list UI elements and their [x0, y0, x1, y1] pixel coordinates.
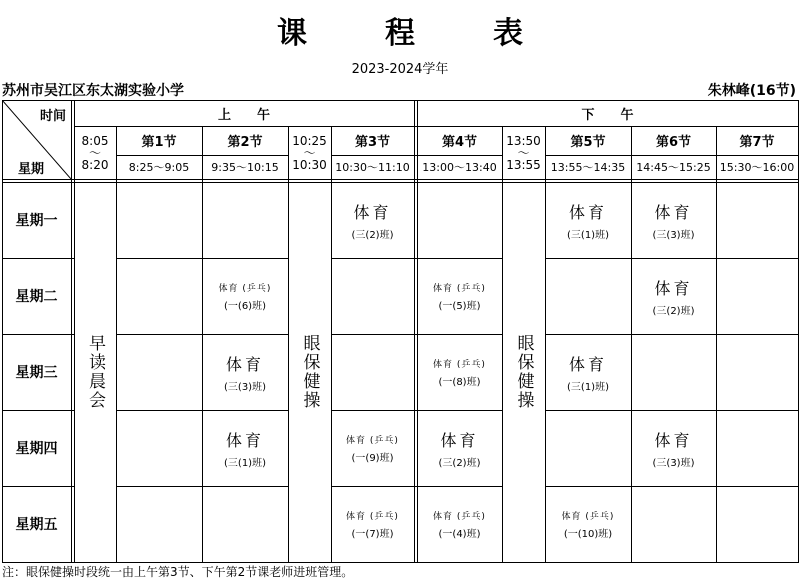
lesson-wed_p4 [417, 334, 502, 410]
lesson-tue_p2 [202, 258, 288, 334]
school-year: 2023-2024学年 [351, 62, 449, 77]
lesson-subject-thu_p2: 体育 [225, 430, 264, 450]
lesson-class-wed_p5: (三(1)班) [567, 381, 609, 393]
period-time-4: 13:00～13:40 [422, 161, 497, 174]
lesson-subject-fri_p3: 体育 (乒乓) [346, 511, 399, 522]
lesson-thu_p6 [631, 410, 716, 486]
period-time-3: 10:30～11:10 [335, 161, 410, 174]
day-col-rule-1 [71, 100, 72, 562]
lesson-subject-tue_p4: 体育 (乒乓) [433, 283, 486, 294]
lesson-class-mon_p5: (三(1)班) [567, 229, 609, 241]
period-label-2: 第2节 [227, 135, 263, 150]
lesson-wed_p5 [545, 334, 631, 410]
lesson-class-thu_p6: (三(3)班) [652, 457, 695, 469]
lesson-class-thu_p2: (三(1)班) [224, 457, 266, 469]
lesson-subject-wed_p2: 体育 [225, 354, 264, 374]
lesson-thu_p2 [202, 410, 288, 486]
lesson-subject-wed_p4: 体育 (乒乓) [433, 359, 486, 370]
lesson-subject-fri_p4: 体育 (乒乓) [433, 511, 486, 522]
lesson-subject-mon_p6: 体育 [654, 202, 693, 222]
lesson-fri_p3 [331, 486, 414, 562]
lesson-class-fri_p4: (一(4)班) [438, 528, 481, 540]
lesson-subject-mon_p5: 体育 [568, 202, 607, 222]
row-rule-7-1 [116, 486, 288, 487]
break1-time-start: 10:25 [292, 133, 327, 148]
col-rule-10 [716, 126, 717, 562]
lesson-class-tue_p2: (一(6)班) [224, 300, 266, 312]
lesson-subject-thu_p3: 体育 (乒乓) [346, 435, 399, 446]
early-time [74, 126, 116, 179]
lesson-subject-tue_p2: 体育 (乒乓) [218, 283, 272, 294]
lesson-subject-fri_p5: 体育 (乒乓) [561, 511, 615, 522]
lesson-class-thu_p3: (一(9)班) [351, 452, 394, 464]
eye-exercise-column-am: 眼保健操 [299, 334, 320, 410]
lesson-subject-thu_p6: 体育 [654, 430, 693, 450]
day-label-3: 星期三 [15, 365, 58, 381]
lesson-mon_p3 [331, 182, 414, 258]
break1-time [288, 126, 331, 179]
day-label-4: 星期四 [15, 441, 58, 457]
period-label-7: 第7节 [739, 135, 775, 150]
period-time-2: 9:35～10:15 [211, 161, 279, 174]
break1-time-tilde: ～ [303, 145, 316, 160]
lesson-subject-mon_p3: 体育 [353, 202, 392, 222]
break1-time-end: 10:30 [292, 157, 327, 172]
lesson-wed_p2 [202, 334, 288, 410]
lesson-tue_p4 [417, 258, 502, 334]
noon-rule-1 [414, 100, 415, 562]
col-rule-2 [116, 126, 117, 562]
corner-time-label: 时间 [39, 108, 66, 124]
break2-time-start: 13:50 [506, 133, 541, 148]
lesson-tue_p6 [631, 258, 716, 334]
lesson-class-mon_p6: (三(3)班) [652, 229, 695, 241]
lesson-subject-thu_p4: 体育 [440, 430, 479, 450]
lesson-class-fri_p3: (一(7)班) [351, 528, 394, 540]
period-label-6: 第6节 [655, 135, 692, 150]
early-time-start: 8:05 [81, 133, 109, 148]
lesson-class-mon_p3: (三(2)班) [351, 229, 394, 241]
day-label-2: 星期二 [15, 289, 58, 305]
period-time-1: 8:25～9:05 [128, 161, 190, 174]
break2-time-tilde: ～ [517, 145, 530, 160]
early-time-tilde: ～ [88, 145, 101, 160]
early-reading-column: 早读晨会 [85, 334, 105, 410]
page-title: 课程表 [277, 16, 601, 51]
lesson-class-thu_p4: (三(2)班) [438, 457, 481, 469]
early-time-end: 8:20 [81, 157, 109, 172]
break2-time-end: 13:55 [506, 157, 541, 172]
lesson-class-tue_p4: (一(5)班) [438, 300, 481, 312]
period-time-5: 13:55～14:35 [550, 161, 626, 174]
period-label-4: 第4节 [441, 135, 478, 150]
lesson-mon_p5 [545, 182, 631, 258]
corner-day-label: 星期 [17, 162, 44, 177]
eye-exercise-column-pm: 眼保健操 [513, 334, 534, 410]
period-time-6: 14:45～15:25 [636, 161, 711, 174]
footer-note: 注：眼保健操时段统一由上午第3节、下午第2节课老师进班管理。 [2, 565, 354, 579]
lesson-class-fri_p5: (一(10)班) [563, 528, 613, 540]
period-label-3: 第3节 [354, 135, 391, 150]
day-label-5: 星期五 [15, 517, 58, 533]
table-border-right [798, 100, 799, 563]
break2-time [502, 126, 545, 179]
teacher-name: 朱林峰(16节) [707, 83, 796, 99]
lesson-fri_p5 [545, 486, 631, 562]
period-label-1: 第1节 [141, 135, 177, 150]
school-name: 苏州市吴江区东太湖实验小学 [2, 83, 184, 99]
lesson-subject-wed_p5: 体育 [568, 354, 607, 374]
morning-header: 上 午 [217, 107, 270, 123]
afternoon-header: 下 午 [581, 107, 634, 123]
period-label-5: 第5节 [570, 135, 606, 150]
header-rule-1 [2, 179, 798, 180]
lesson-thu_p4 [417, 410, 502, 486]
lesson-subject-tue_p6: 体育 [654, 278, 693, 298]
lesson-class-wed_p4: (一(8)班) [438, 376, 481, 388]
lesson-class-tue_p6: (三(2)班) [652, 305, 695, 317]
day-label-1: 星期一 [15, 213, 58, 229]
lesson-class-wed_p2: (三(3)班) [224, 381, 266, 393]
lesson-thu_p3 [331, 410, 414, 486]
lesson-mon_p6 [631, 182, 716, 258]
period-time-7: 15:30～16:00 [719, 161, 795, 174]
lesson-fri_p4 [417, 486, 502, 562]
